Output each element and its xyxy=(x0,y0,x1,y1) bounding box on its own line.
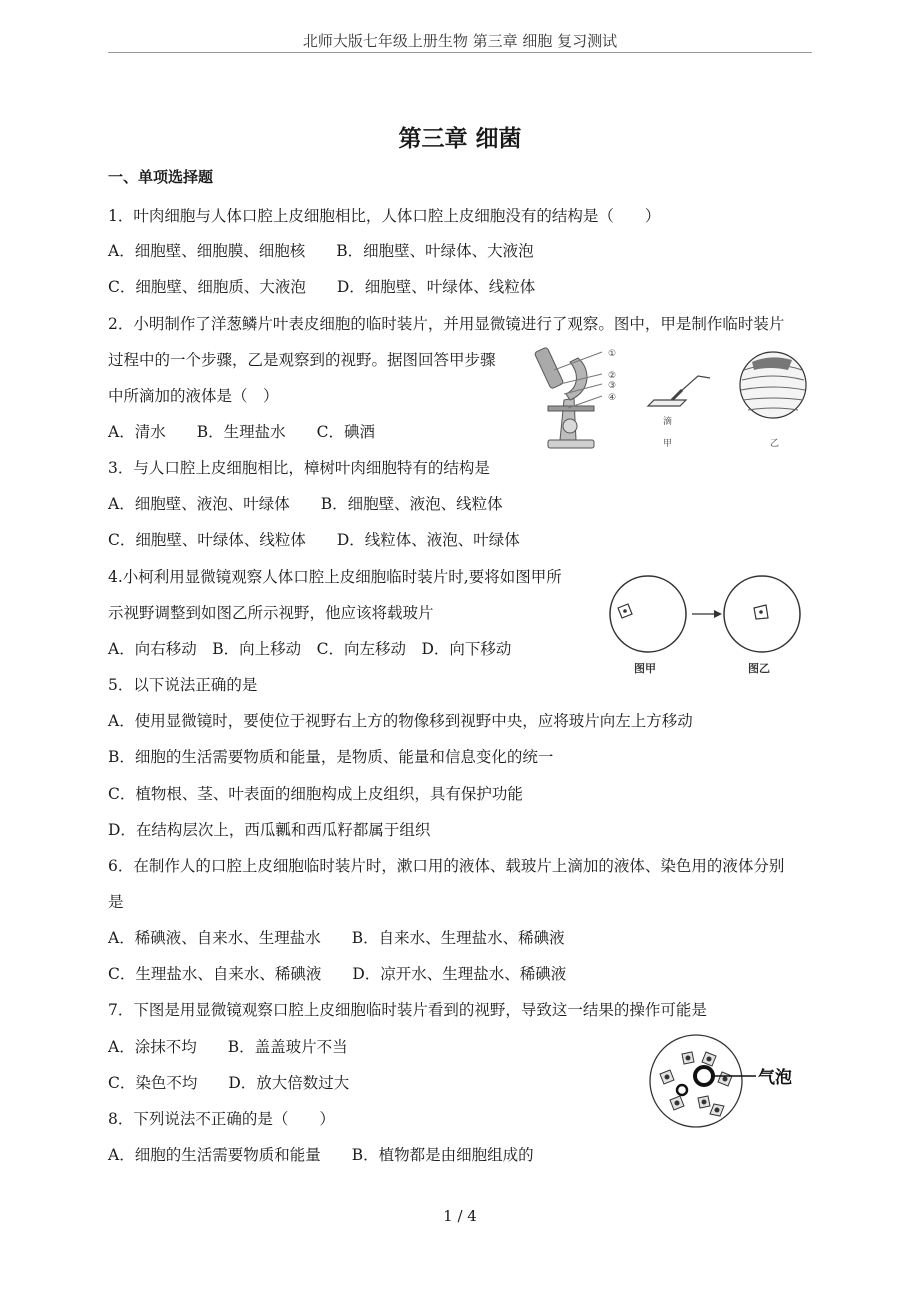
text-line: C．染色不均 D．放大倍数过大 xyxy=(108,1074,350,1092)
view-jia-circle xyxy=(610,576,686,652)
dropper-step-drawing xyxy=(648,376,710,406)
microscope-drawing xyxy=(534,347,602,448)
microscope-label-2: ② xyxy=(608,371,617,381)
dropper-step-label: 滴 xyxy=(663,417,673,427)
text-line: 中所滴加的液体是（ ） xyxy=(108,387,279,405)
view-yi-circle xyxy=(724,576,800,652)
text-line: A．涂抹不均 B．盖盖玻片不当 xyxy=(108,1038,348,1056)
text-line: 2．小明制作了洋葱鳞片叶表皮细胞的临时装片，并用显微镜进行了观察。图中，甲是制作临时装片 xyxy=(108,315,785,333)
text-line: 示视野调整到如图乙所示视野，他应该将载玻片 xyxy=(108,604,434,622)
text-line: C．生理盐水、自来水、稀碘液 D．凉开水、生理盐水、稀碘液 xyxy=(108,965,567,983)
air-bubble-small xyxy=(677,1085,687,1095)
caption-tu-yi: 图乙 xyxy=(748,662,770,675)
text-line: 是 xyxy=(108,893,124,911)
text-line: 8．下列说法不正确的是（ ） xyxy=(108,1110,335,1128)
microscope-label-1: ① xyxy=(608,349,617,359)
text-line: A．清水 B．生理盐水 C．碘酒 xyxy=(108,423,375,441)
text-line: 3．与人口腔上皮细胞相比，樟树叶肉细胞特有的结构是 xyxy=(108,459,490,477)
page-header: 北师大版七年级上册生物 第三章 细胞 复习测试 xyxy=(302,32,618,50)
text-line: A．向右移动 B．向上移动 C．向左移动 D．向下移动 xyxy=(108,640,512,658)
chapter-title: 第三章 细菌 xyxy=(398,125,522,152)
text-line: A．使用显微镜时，要使位于视野右上方的物像移到视野中央，应将玻片向左上方移动 xyxy=(108,712,693,730)
text-line: A．细胞的生活需要物质和能量 B．植物都是由细胞组成的 xyxy=(108,1146,534,1164)
bubble-label: 气泡 xyxy=(758,1068,792,1088)
section-heading: 一、单项选择题 xyxy=(108,168,214,186)
text-line: 7．下图是用显微镜观察口腔上皮细胞临时装片看到的视野，导致这一结果的操作可能是 xyxy=(108,1001,707,1019)
text-line: 过程中的一个步骤，乙是观察到的视野。据图回答甲步骤 xyxy=(108,351,496,369)
microscope-label-4: ④ xyxy=(608,393,617,403)
text-line: 5．以下说法正确的是 xyxy=(108,676,258,694)
q4-figure xyxy=(606,574,806,678)
text-line: C．植物根、茎、叶表面的细胞构成上皮组织，具有保护功能 xyxy=(108,785,523,803)
text-line: A．细胞壁、细胞膜、细胞核 B．细胞壁、叶绿体、大液泡 xyxy=(108,242,534,260)
microscope-label-3: ③ xyxy=(608,381,617,391)
header-divider xyxy=(108,52,812,53)
onion-cell-view xyxy=(740,352,806,418)
text-line: D．在结构层次上，西瓜瓤和西瓜籽都属于组织 xyxy=(108,821,431,839)
q2-figure xyxy=(530,340,820,458)
page-number: 1 / 4 xyxy=(443,1207,477,1225)
q7-figure xyxy=(640,1026,810,1136)
text-line: B．细胞的生活需要物质和能量，是物质、能量和信息变化的统一 xyxy=(108,748,554,766)
text-line: C．细胞壁、叶绿体、线粒体 D．线粒体、液泡、叶绿体 xyxy=(108,531,520,549)
text-line: 1．叶肉细胞与人体口腔上皮细胞相比，人体口腔上皮细胞没有的结构是（ ） xyxy=(108,207,661,225)
caption-jia: 甲 xyxy=(663,439,673,449)
caption-yi: 乙 xyxy=(770,439,780,449)
air-bubble-large xyxy=(695,1067,713,1085)
arrow-head xyxy=(714,610,722,618)
text-line: 6．在制作人的口腔上皮细胞临时装片时，漱口用的液体、载玻片上滴加的液体、染色用的液体分别 xyxy=(108,857,785,875)
caption-tu-jia: 图甲 xyxy=(634,662,656,675)
text-line: A．细胞壁、液泡、叶绿体 B．细胞壁、液泡、线粒体 xyxy=(108,495,503,513)
text-line: C．细胞壁、细胞质、大液泡 D．细胞壁、叶绿体、线粒体 xyxy=(108,278,536,296)
text-line: A．稀碘液、自来水、生理盐水 B．自来水、生理盐水、稀碘液 xyxy=(108,929,565,947)
text-line: 4.小柯利用显微镜观察人体口腔上皮细胞临时装片时,要将如图甲所 xyxy=(108,568,562,586)
